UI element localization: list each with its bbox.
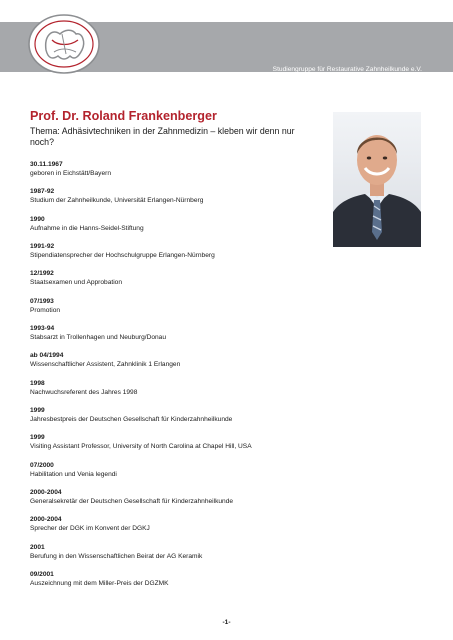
cv-entry [30,351,430,378]
cv-entry [30,406,430,433]
entry-date: 2000-2004 [30,489,62,497]
cv-entry [30,324,430,351]
entry-date: 2000-2004 [30,516,62,524]
entry-text: Berufung in den Wissenschaftlichen Beirat der AG Keramik [30,552,203,560]
entry-date: 07/1993 [30,297,54,305]
person-name: Prof. Dr. Roland Frankenberger [30,109,217,123]
entry-date: 12/1992 [30,270,54,278]
cv-entry [30,461,430,488]
entry-text: Generalsekretär der Deutschen Gesellschaft für Kinderzahnheilkunde [30,498,234,506]
lecture-topic: Thema: Adhäsivtechniken in der Zahnmedizin – kleben wir denn nur noch? [30,126,295,147]
entry-date: 1993-94 [30,325,55,333]
entry-text: Sprecher der DGK im Konvent der DGKJ [30,525,150,533]
entry-date: 1991-92 [30,243,55,251]
org-name: Studiengruppe für Restaurative Zahnheilkunde e.V. [272,66,422,73]
entry-date: 30.11.1967 [30,161,63,168]
entry-text: Stipendiatensprecher der Hochschulgruppe Erlangen-Nürnberg [30,252,215,260]
cv-entry [30,215,430,242]
cv-entries [30,160,430,598]
org-label [273,66,422,83]
cv-entry [30,187,430,214]
cv-entry [30,543,430,570]
cv-entry [30,242,430,269]
entry-text: Wissenschaftlicher Assistent, Zahnklinik 1 Erlangen [30,361,181,369]
entry-text: Jahresbestpreis der Deutschen Gesellschaft für Kinderzahnheilkunde [30,416,233,424]
entry-text: geboren in Eichstätt/Bayern [30,170,112,177]
entry-text: Studium der Zahnheilkunde, Universität Erlangen-Nürnberg [30,197,204,205]
entry-text: Aufnahme in die Hanns-Seidel-Stiftung [30,224,144,232]
entry-text: Staatsexamen und Approbation [30,279,123,287]
page-number: -1- [222,619,231,626]
tooth-logo-icon [22,10,106,80]
cv-entry [30,570,430,597]
entry-date: 1999 [30,407,45,415]
org-subtitle: Die Zahnarztgruppe [363,74,422,82]
entry-text: Promotion [30,306,61,314]
entry-date: 09/2001 [30,571,54,579]
entry-date: 1998 [30,379,45,387]
entry-date: 1999 [30,434,45,442]
entry-date: 1990 [30,215,45,223]
cv-entry [30,269,430,296]
entry-date: 2001 [30,543,45,551]
entry-text: Habilitation und Venia legendi [30,470,117,478]
cv-entry [30,515,430,542]
entry-text: Nachwuchsreferent des Jahres 1998 [30,388,138,396]
cv-entry [30,379,430,406]
cv-entry [30,297,430,324]
entry-text: Stabsarzt in Trollenhagen und Neuburg/Donau [30,334,166,342]
entry-text: Visiting Assistant Professor, University of North Carolina at Chapel Hill, USA [30,443,252,451]
cv-entry [30,433,430,460]
cv-entry [30,160,430,187]
entry-date: ab 04/1994 [30,352,64,360]
cv-entry [30,488,430,515]
entry-date: 1987-92 [30,188,55,196]
entry-date: 07/2000 [30,461,54,469]
entry-text: Auszeichnung mit dem Miller-Preis der DGZMK [30,580,169,588]
